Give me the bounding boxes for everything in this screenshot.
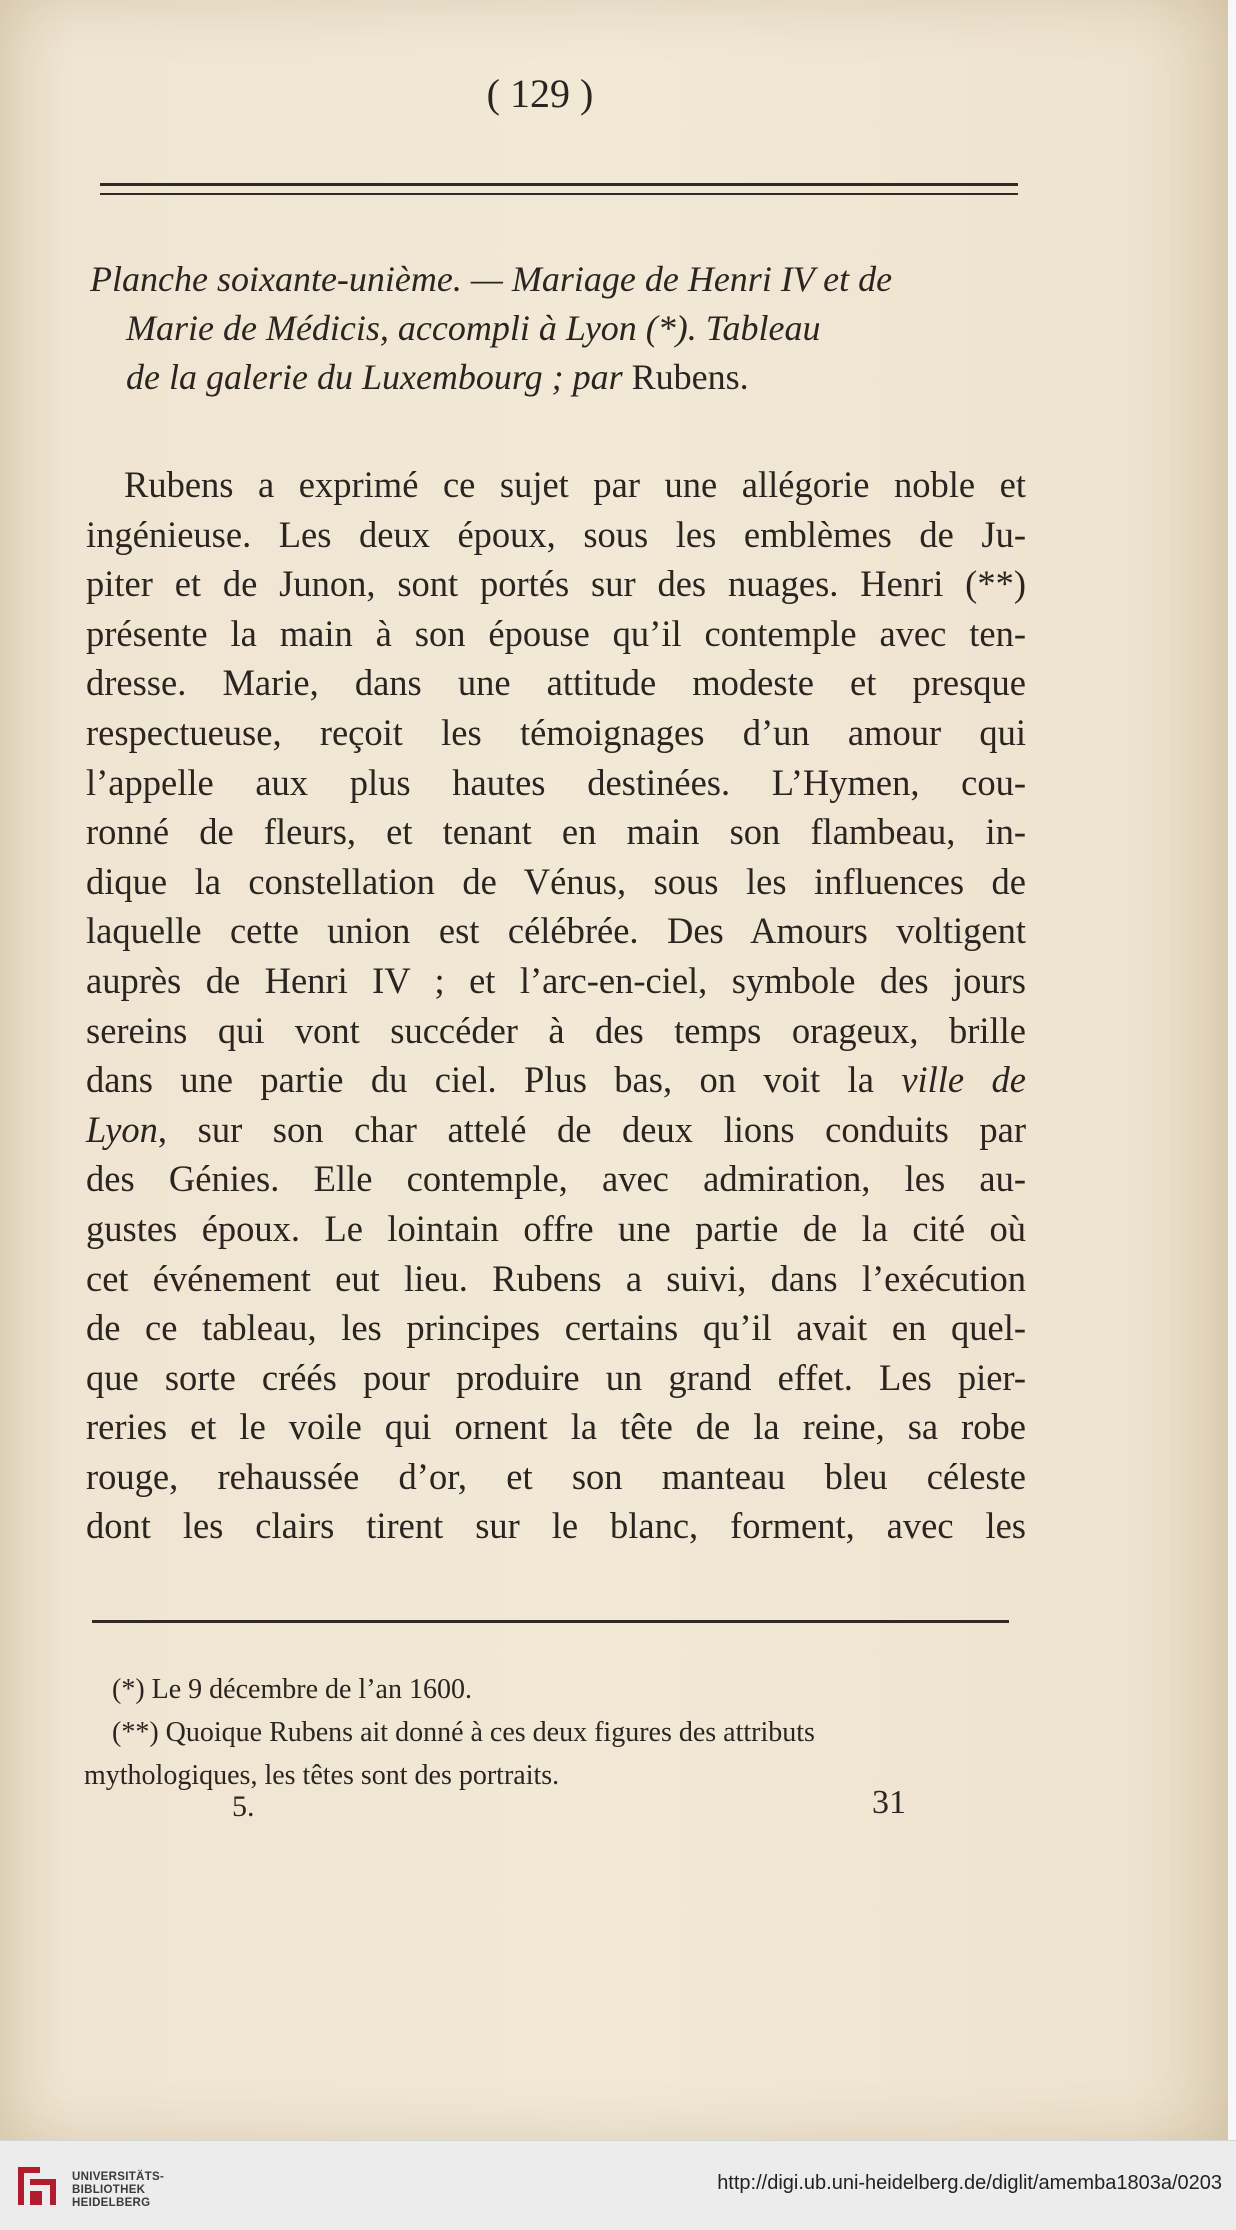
footer-bar [0,2140,1236,2230]
body-line-16: gustes époux. Le lointain offre une partie de la cité où [86,1207,1026,1249]
body-line-13-text: dans une partie du ciel. Plus bas, on voit la [86,1059,902,1101]
body-line-10: laquelle cette union est célébrée. Des Amours voltigent [86,910,1026,952]
library-logo-icon [12,2161,62,2211]
body-line-1: Rubens a exprimé ce sujet par une allégorie noble et [124,464,1026,505]
heading-line-2: Marie de Médicis, accompli à Lyon (*). Tableau [126,308,821,348]
heading-author: Rubens. [631,357,749,397]
logo-line-2: BIBLIOTHEK [72,2184,146,2196]
body-line-12: sereins qui vont succéder à des temps orageux, brille [86,1009,1026,1051]
body-line-7: l’appelle aux plus hautes destinées. L’Hymen, cou- [86,761,1026,803]
body-line-11: auprès de Henri IV ; et l’arc-en-ciel, symbole des jours [86,959,1026,1001]
page-edge [1228,0,1236,2140]
permalink-url[interactable]: http://digi.ub.uni-heidelberg.de/diglit/amemba1803a/0203 [717,2172,1222,2194]
body-line-2: ingénieuse. Les deux époux, sous les emblèmes de Ju- [86,513,1026,555]
header-rule-thin [100,193,1018,195]
heading-line-3-text: de la galerie du Luxembourg ; par [126,357,632,397]
body-line-18: de ce tableau, les principes certains qu’il avait en quel- [86,1307,1026,1349]
plate-heading [90,255,1030,402]
body-line-13 [86,1055,1026,1105]
footnote-rule [92,1620,1009,1623]
body-text [86,460,1026,1551]
logo-line-1: UNIVERSITÄTS- [72,2171,165,2183]
footnote-2: (**) Quoique Rubens ait donné à ces deux figures des attributs [112,1717,815,1748]
library-logo-text [72,2171,164,2210]
body-line-17: cet événement eut lieu. Rubens a suivi, dans l’exécution [86,1257,1026,1299]
body-line-20: reries et le voile qui ornent la tête de la reine, sa robe [86,1406,1026,1448]
header-rule-thick [100,183,1018,186]
body-line-9: dique la constellation de Vénus, sous les influences de [86,860,1026,902]
logo-line-3: HEIDELBERG [72,2197,151,2209]
body-line-13-italic: ville de [901,1059,1026,1101]
body-line-14-text: , sur son char attelé de deux lions conduits par [157,1108,1026,1150]
heading-line-3 [90,353,1030,402]
body-line-15: des Génies. Elle contemple, avec admiration, les au- [86,1158,1026,1200]
body-line-5: dresse. Marie, dans une attitude modeste et presque [86,662,1026,704]
signature-mark-right: 31 [872,1784,906,1821]
body-line-22: dont les clairs tirent sur le blanc, forment, avec les [86,1505,1026,1547]
body-line-14-italic: Lyon [86,1108,158,1150]
heading-line-1: Planche soixante-unième. — Mariage de Henri IV et de [90,259,893,299]
footnotes [84,1668,1034,1797]
footnote-1: (*) Le 9 décembre de l’an 1600. [112,1674,472,1705]
body-line-21: rouge, rehaussée d’or, et son manteau bleu céleste [86,1455,1026,1497]
body-line-8: ronné de fleurs, et tenant en main son flambeau, in- [86,811,1026,853]
body-line-3: piter et de Junon, sont portés sur des nuages. Henri (**) [86,563,1026,605]
body-line-14 [86,1105,1026,1155]
body-line-19: que sorte créés pour produire un grand effet. Les pier- [86,1356,1026,1398]
body-line-4: présente la main à son épouse qu’il contemple avec ten- [86,612,1026,654]
page-number: ( 129 ) [486,71,594,116]
signature-mark-left: 5. [232,1790,255,1823]
body-line-6: respectueuse, reçoit les témoignages d’un amour qui [86,711,1026,753]
footnote-2-continued: mythologiques, les têtes sont des portraits. [84,1760,560,1791]
